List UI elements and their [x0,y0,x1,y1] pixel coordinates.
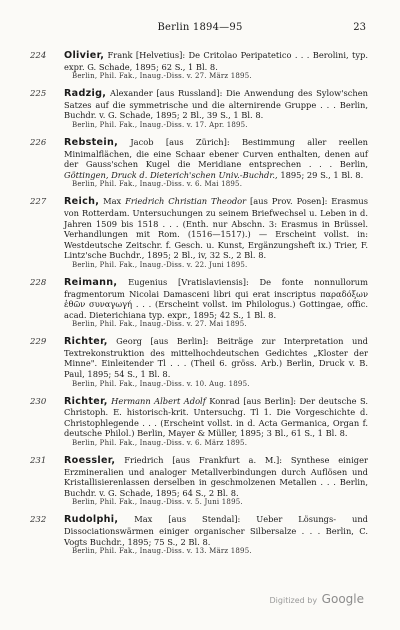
author-name: Olivier, [64,50,105,61]
page-number: 23 [353,22,366,33]
entry-description: Jacob [aus Zürich]: Bestimmung aller reellen Minimalflächen, die eine Schaar ebener Curven enthalten, denen auf der Gauss'schen Kugel die Meridiane entsprechen . . . Berlin, [64,136,368,170]
entry-italic-text: Hermann Albert Adolf [111,395,206,406]
entry-italic-text: Friedrich Christian Theodor [125,196,247,207]
author-name: Richter, [64,336,108,348]
entry-number: 225 [30,89,47,100]
dissertation-note: Berlin, Phil. Fak., Inaug.-Diss. v. 6. März 1895. [72,439,248,448]
entry-text [64,196,368,261]
entry-text [64,455,368,498]
entry-number: 231 [30,456,47,467]
bibliography-entry [30,137,368,189]
bibliography-entry [30,396,368,448]
entry-description: Friedrich [aus Frankfurt a. M.]: Synthese einiger Erzmineralien und analoger Metallverbindungen durch Auflösen und Kristallisierenlassen derselben in geschmolzenen Metallen . . . Berlin, Buchdr. v. G. Schade, 1895; 64 S., 2 Bl. 8. [64,455,368,498]
entry-description: Max [99,196,126,207]
author-name: Radzig, [64,88,107,100]
entry-description-end: Konrad [aus Berlin]: Der deutsche S. Christoph. E. historisch-krit. Untersuchg. Tl 1. Die Vorgeschichte d. Christophlegende . . . (Erscheint vollst. in d. Acta Germanica, Organ f. deutsche Philol.) Berlin, Mayer & Müller, 1895; 3 Bl., 61 S., 1 Bl. 8. [64,395,369,439]
bibliography-entry [30,50,368,81]
bibliography-entry [30,514,368,556]
dissertation-note: Berlin, Phil. Fak., Inaug.-Diss. v. 13. März 1895. [72,547,252,556]
entry-description: Alexander [aus Russland]: Die Anwendung des Sylow'schen Satzes auf die symmetrische und die alternirende Gruppe . . . Berlin, Buchdr. v. G. Schade, 1895; 2 Bl., 39 S., 1 Bl. 8. [64,88,368,121]
author-name: Reich, [64,196,100,208]
entry-text [64,396,368,439]
dissertation-note: Berlin, Phil. Fak., Inaug.-Diss. v. 6. Mai 1895. [72,180,243,189]
dissertation-note: Berlin, Phil. Fak., Inaug.-Diss. v. 22. Juni 1895. [72,260,248,269]
bibliography-list [30,50,368,563]
entry-description: Eugenius [Vratislaviensis]: De fonte nonnullorum fragmentorum Nicolai Damasceni libri qui erat inscriptus παραδόξων ἐθῶν συναγωγή . . . (Erscheint vollst. im Philologus.) Gottingae, offic. acad. Dieterichiana typ. expr., 1895; 42 S., 1 Bl. 8. [64,276,368,320]
digitized-by-label: Digitized by [269,596,318,605]
author-name: Rudolphi, [64,514,119,526]
entry-text [64,137,368,180]
dissertation-note: Berlin, Phil. Fak., Inaug.-Diss. v. 17. Apr. 1895. [72,120,248,129]
author-name: Roessler, [64,455,116,467]
bibliography-entry [30,88,368,130]
entry-number: 228 [30,277,47,288]
entry-number: 224 [30,51,47,61]
digitization-watermark [270,592,364,606]
dissertation-note: Berlin, Phil. Fak., Inaug.-Diss. v. 5. Juni 1895. [72,498,243,507]
entry-text [64,50,368,72]
entry-number: 227 [30,197,47,208]
author-name: Richter, [64,395,108,407]
author-name: Rebstein, [64,136,119,148]
entry-description: Max [aus Stendal]: Ueber Lösungs- und Dissociationswärmen einiger organischer Silbersalze . . . Berlin, C. Vogts Buchdr., 1895; 75 S., 2 Bl. 8. [64,514,368,547]
entry-description: Frank [Helvetius]: De Critolao Peripatetico . . . Berolini, typ. expr. G. Schade, 1895; 62 S., 1 Bl. 8. [64,50,368,72]
entry-number: 226 [30,137,47,148]
dissertation-note: Berlin, Phil. Fak., Inaug.-Diss. v. 10. Aug. 1895. [72,379,250,388]
entry-number: 232 [30,515,47,526]
entry-description: Georg [aus Berlin]: Beiträge zur Interpretation und Textrekonstruktion des mittelhochdeutschen Gedichtes „Kloster der Minne". Einleitender Tl . . . (Theil 6. gröss. Arb.) Berlin, Druck v. B. Paul, 1895; 54 S., 1 Bl. 8. [64,336,368,380]
entry-number: 229 [30,337,47,348]
dissertation-note: Berlin, Phil. Fak., Inaug.-Diss. v. 27. Mai 1895. [72,320,247,329]
entry-number: 230 [30,396,47,407]
entry-text [64,336,368,379]
entry-description-end: [aus Prov. Posen]: Erasmus von Rotterdam. Untersuchungen zu seinem Briefwechsel u. Leben in d. Jahren 1509 bis 1518 . . . (Enth. nur Abschn. 3: Erasmus in Brüssel. Verhandlungen mit Rom. (1516—1517).) — Erscheint vollst. in: Westdeutsche Zeitschr. f. Gesch. u. Kunst, Ergänzungsheft ix.) Trier, F. Lintz'sche Buchdr., 1895; 2 Bl., iv, 32 S., 2 Bl. 8. [64,196,368,261]
entry-description-end: 1895; 29 S., 1 Bl. 8. [277,169,364,180]
running-head [0,22,400,36]
bibliography-entry [30,336,368,388]
entry-text [64,88,368,121]
bibliography-entry [30,455,368,507]
entry-text [64,514,368,547]
bibliography-entry [30,196,368,270]
google-logo: Google [321,592,364,606]
page-title: Berlin 1894—95 [157,22,243,33]
entry-text [64,277,368,320]
bibliography-entry [30,277,368,329]
dissertation-note: Berlin, Phil. Fak., Inaug.-Diss. v. 27. März 1895. [72,72,252,81]
entry-italic-text: Göttingen, Druck d. Dieterich'schen Univ.-Buchdr., [64,169,278,180]
author-name: Reimann, [64,276,118,288]
